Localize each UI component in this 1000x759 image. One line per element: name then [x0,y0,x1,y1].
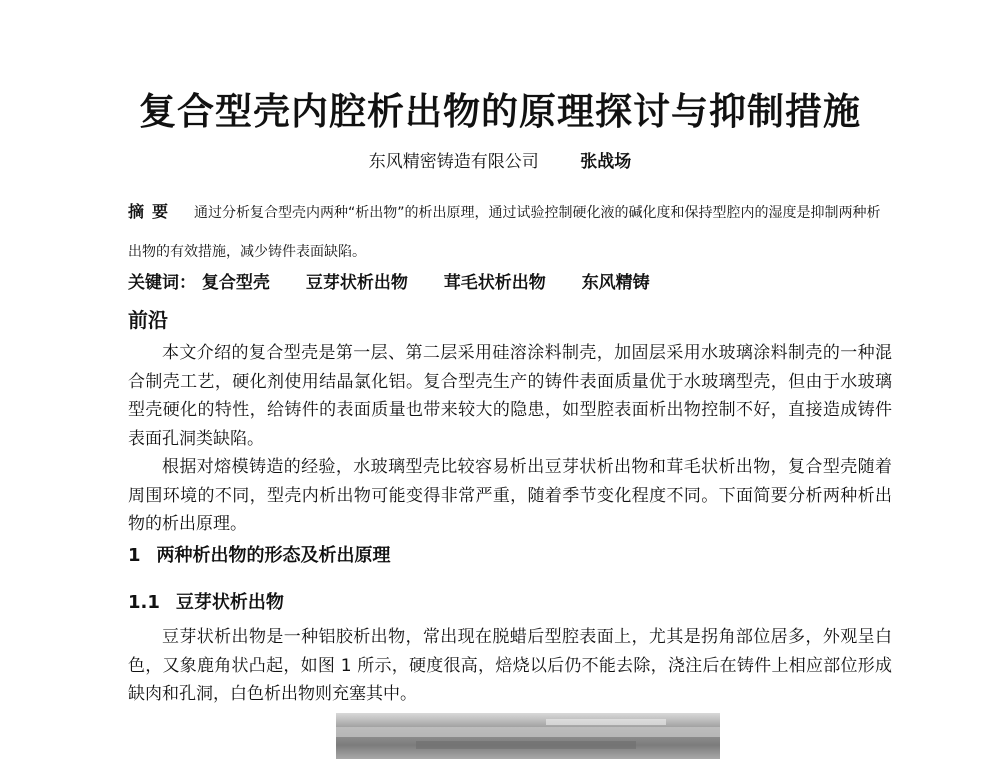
paragraph: 本文介绍的复合型壳是第一层、第二层采用硅溶涂料制壳，加固层采用水玻璃涂料制壳的一种混合制壳工艺，硬化剂使用结晶氯化铝。复合型壳生产的铸件表面质量优于水玻璃型壳，但由于水玻璃型壳硬化的特性，给铸件的表面质量也带来较大的隐患，如型腔表面析出物控制不好，直接造成铸件表面孔洞类缺陷。 [128,343,892,449]
paragraph: 根据对熔模铸造的经验，水玻璃型壳比较容易析出豆芽状析出物和茸毛状析出物，复合型壳随着周围环境的不同，型壳内析出物可能变得非常严重，随着季节变化程度不同。下面简要分析两种析出物的析出原理。 [128,457,892,535]
section-number: 1 [128,545,141,566]
abstract-text: 通过分析复合型壳内两种“析出物”的析出原理，通过试验控制硬化液的碱化度和保持型腔内的湿度是抑制两种析出物的有效措施，减少铸件表面缺陷。 [128,205,881,260]
subsection-number: 1.1 [128,592,160,613]
photo-texture [546,719,666,725]
preface-heading: 前沿 [128,308,168,332]
section-heading [128,543,391,569]
author-line [0,150,1000,174]
abstract [128,192,888,272]
keyword: 豆芽状析出物 [305,273,408,293]
author-organization: 东风精密铸造有限公司 [368,152,539,172]
keywords-label: 关键词： [128,273,196,293]
subsection-heading [128,590,284,616]
keywords [128,270,888,296]
photo-texture [416,741,636,749]
paragraph: 豆芽状析出物是一种铝胶析出物，常出现在脱蜡后型腔表面上，尤其是拐角部位居多，外观呈白色，又象鹿角状凸起，如图 1 所示，硬度很高，焙烧以后仍不能去除，浇注后在铸件上相应部位形成缺肉和孔洞，白色析出物则充塞其中。 [128,627,892,705]
author-name: 张战场 [580,152,632,172]
subsection-title: 豆芽状析出物 [175,592,284,613]
abstract-label: 摘要 [128,202,177,221]
section-title: 两种析出物的形态及析出原理 [156,545,391,566]
figure-1-photo [336,713,720,759]
keyword: 茸毛状析出物 [443,273,546,293]
paper-title: 复合型壳内腔析出物的原理探讨与抑制措施 [139,90,861,133]
photo-texture [336,727,720,737]
keyword: 复合型壳 [201,273,270,293]
keyword: 东风精铸 [581,273,650,293]
